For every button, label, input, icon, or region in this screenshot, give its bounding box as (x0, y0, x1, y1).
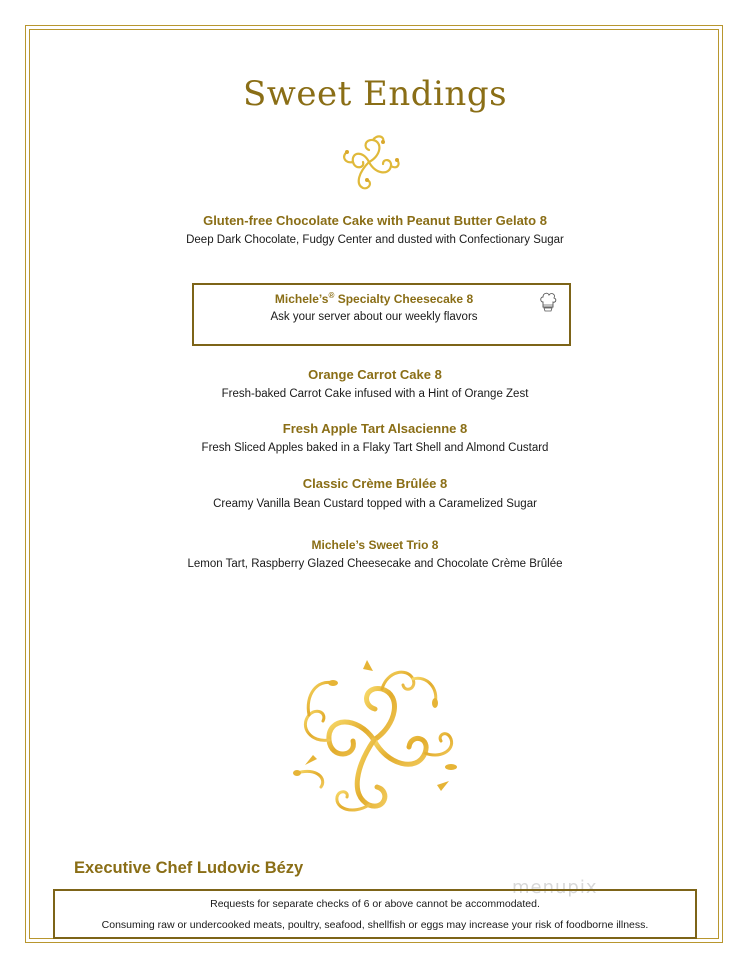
menu-item-desc: Deep Dark Chocolate, Fudgy Center and dusted with Confectionary Sugar (186, 234, 564, 246)
specialty-desc: Ask your server about our weekly flavors (270, 311, 478, 323)
menu-item-desc: Fresh Sliced Apples baked in a Flaky Tart Shell and Almond Custard (201, 442, 549, 454)
registered-mark: ® (328, 291, 335, 300)
executive-chef-name: Executive Chef Ludovic Bézy (74, 859, 304, 877)
specialty-name: Michele’s® Specialty Cheesecake 8 (274, 291, 474, 306)
menu-item-name: Orange Carrot Cake 8 (308, 367, 442, 382)
small-swirl-ornament-icon (333, 126, 405, 198)
menu-item-name: Michele’s Sweet Trio 8 (311, 538, 439, 552)
menu-item-desc: Creamy Vanilla Bean Custard topped with a Caramelized Sugar (213, 498, 537, 510)
footer-separate-checks-note: Requests for separate checks of 6 or above cannot be accommodated. (210, 898, 540, 910)
menu-item-name: Fresh Apple Tart Alsacienne 8 (282, 421, 468, 436)
menu-title: Sweet Endings (242, 74, 508, 114)
menu-item-name: Gluten-free Chocolate Cake with Peanut Butter Gelato 8 (203, 213, 547, 228)
menu-item-name: Classic Crème Brûlée 8 (302, 476, 448, 491)
footer-food-safety-note: Consuming raw or undercooked meats, poultry, seafood, shellfish or eggs may increase your risk of foodborne illness. (101, 919, 649, 931)
menu-item-desc: Lemon Tart, Raspberry Glazed Cheesecake and Chocolate Crème Brûlée (187, 558, 563, 570)
specialty-box (192, 283, 571, 346)
chef-hat-icon (539, 291, 557, 313)
menu-item-desc: Fresh-baked Carrot Cake infused with a Hint of Orange Zest (221, 388, 529, 400)
large-swirl-ornament-icon (287, 655, 462, 825)
watermark: menupix (512, 877, 598, 898)
footer-notice-box (53, 889, 697, 939)
